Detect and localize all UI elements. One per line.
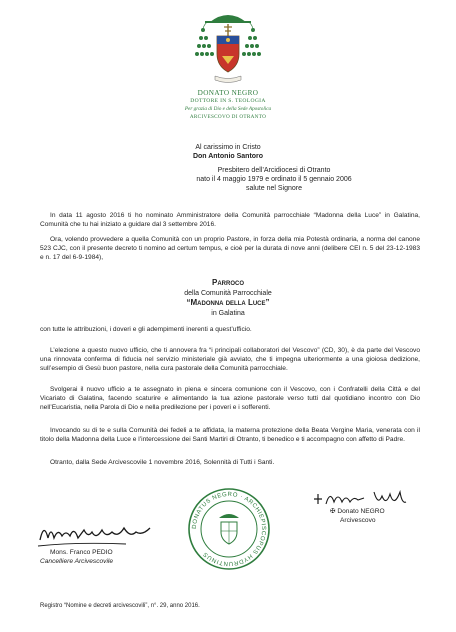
paragraph-2: Ora, volendo provvedere a quella Comunità con un proprio Pastore, in forza della mia Potestà ordinaria, a norma del canone 523 CJC, con il presente decreto ti nomino ad certum tempus, e cioè per la durata di nove anni (delibere CEI n. 5 del 23-12-1983 e n. 17 del 6-9-1984), (40, 236, 420, 262)
recipient-name: Don Antonio Santoro (192, 153, 264, 160)
role-subtitle: della Comunità Parrocchiale (184, 290, 272, 297)
parish-name: “Madonna della Luce” (186, 298, 270, 307)
chancellor-handwritten-signature (36, 516, 156, 552)
bishop-office: ARCIVESCOVO DI OTRANTO (189, 114, 267, 120)
bishop-name: ✠ Donato NEGRO (330, 508, 385, 515)
recipient-line-2: nato il 4 maggio 1979 e ordinato il 5 gennaio 2006 (196, 176, 352, 183)
chancellor-name: Mons. Franco PEDIO (50, 549, 113, 556)
recipient-line-1: Presbitero dell’Arcidiocesi di Otranto (217, 167, 331, 174)
salutation: Al carissimo in Cristo (195, 144, 261, 151)
bishop-name-heading: DONATO NEGRO (197, 89, 259, 97)
role-title: Parroco (211, 278, 244, 287)
coat-of-arms-icon (193, 6, 263, 88)
bishop-subtitle: Per grazia di Dio e della Sede Apostolica (184, 106, 272, 112)
archdiocese-seal-icon (186, 486, 272, 572)
parish-place: in Galatina (211, 310, 245, 317)
bishop-title: DOTTORE IN S. TEOLOGIA (190, 98, 266, 104)
paragraph-6: Invocando su di te e sulla Comunità dei fedeli a te affidata, la materna protezione della Beata Vergine Maria, venerata con il titolo della Madonna della Luce e l’intercessione dei Santi Martiri di Otranto, ti benedico e ti accompagno con affetto di Padre. (40, 427, 420, 444)
dateline: Otranto, dalla Sede Arcivescovile 1 novembre 2016, Solennità di Tutti i Santi. (50, 459, 275, 466)
paragraph-5: Svolgerai il nuovo ufficio a te assegnato in piena e sincera comunione con il Vescovo, con i Confratelli della Città e del Vicariato di Galatina, facendo scaturire e alimentando la tua azione pastorale verso tutti dal quotidiano incontro con Dio nell’Eucaristia, nella Parola di Dio e nella predilezione per i poveri e i sofferenti. (40, 386, 420, 412)
paragraph-1: In data 11 agosto 2016 ti ho nominato Amministratore della Comunità parrocchiale “Madonna della Luce” in Galatina, Comunità che tu hai iniziato a guidare dal 3 settembre 2016. (40, 212, 420, 229)
paragraph-3: con tutte le attribuzioni, i doveri e gli adempimenti inerenti a quest’ufficio. (40, 326, 252, 333)
paragraph-4: L’elezione a questo nuovo ufficio, che ti annovera fra “i principali collaboratori del Vescovo” (CD, 30), è da parte del Vescovo una rinnovata conferma di fiducia nel servizio ministeriale già avviato, che ti impegna ulteriormente a una gioiosa dedizione, sull’esempio di Gesù buon pastore, nella cura pastorale della Comunità parrocchiale. (40, 347, 420, 373)
chancellor-role: Cancelliere Arcivescovile (40, 558, 114, 565)
svg-text:DONATUS NEGRO · ARCHIEPISCOPUS: DONATUS NEGRO · ARCHIEPISCOPUS HYDRUNTINUS (191, 491, 267, 567)
registry-note: Registro “Nomine e decreti arcivescovili”, n°. 29, anno 2016. (40, 603, 200, 609)
recipient-line-3: salute nel Signore (245, 185, 303, 192)
bishop-role: Arcivescovo (340, 517, 376, 524)
